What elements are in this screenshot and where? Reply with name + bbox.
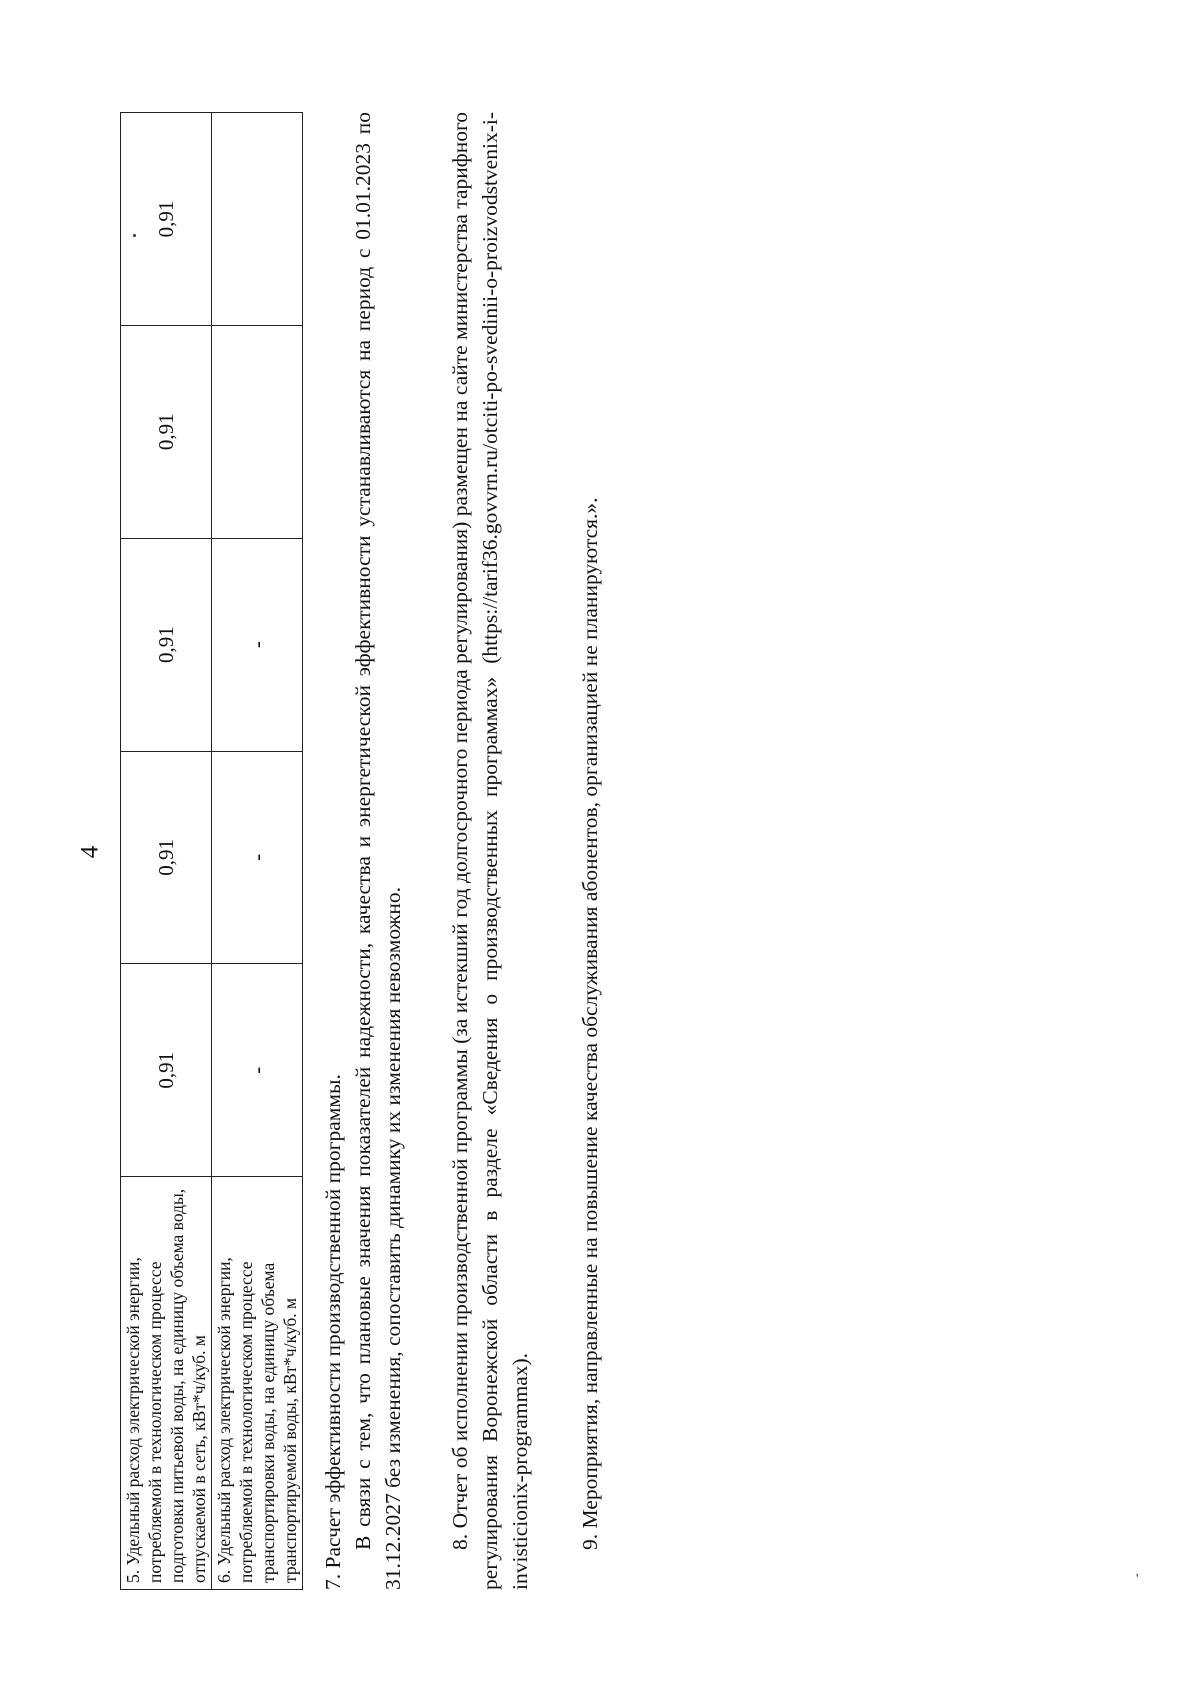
indicator-value: - bbox=[212, 751, 303, 964]
rotated-content bbox=[120, 110, 680, 1590]
section-7 bbox=[318, 112, 408, 1590]
indicator-label: 6. Удельный расход электрической энергии, потребляемой в технологическом процессе транспортировки воды, на единицу объема транспортируемой воды, кВт*ч/куб. м bbox=[212, 1177, 303, 1590]
section-8-body: 8. Отчет об исполнении производственной программы (за истекший год долгосрочного периода регулирования) размещен на сайте министерства тарифного регулирования Воронежской области в разделе «Сведения о производственных программах» (https://tarif36.govvrn.ru/otciti-po-svedinii-o-proizvodstvenix-i-invisticionix-programmax). bbox=[448, 112, 532, 1590]
indicator-value: 0,91 bbox=[121, 964, 212, 1177]
table-row bbox=[212, 113, 303, 1590]
indicator-value: 0,91 bbox=[121, 325, 212, 538]
table-row bbox=[121, 113, 212, 1590]
indicator-value bbox=[212, 113, 303, 326]
indicator-value: - bbox=[212, 538, 303, 751]
indicator-value: 0,91 bbox=[121, 751, 212, 964]
page-number: 4 bbox=[76, 845, 104, 859]
indicator-value: 0,91 bbox=[121, 538, 212, 751]
section-8 bbox=[445, 112, 535, 1590]
indicators-table bbox=[120, 112, 303, 1590]
indicator-label: 5. Удельный расход электрической энергии, потребляемой в технологическом процессе подготовки питьевой воды, на единицу объема воды, отпускаемой в сеть, кВт*ч/куб. м bbox=[121, 1177, 212, 1590]
section-9 bbox=[575, 112, 605, 1590]
indicator-value bbox=[212, 325, 303, 538]
section-7-title: 7. Расчет эффективности производственной программы. bbox=[321, 1074, 345, 1590]
scan-speck bbox=[133, 234, 136, 237]
section-9-body: 9. Мероприятия, направленные на повышение качества обслуживания абонентов, организацией не планируются.». bbox=[578, 497, 602, 1550]
indicator-value: - bbox=[212, 964, 303, 1177]
scan-mark: ' bbox=[1136, 1572, 1139, 1587]
section-7-body: В связи с тем, что плановые значения показателей надежности, качества и энергетической эффективности устанавливаются на период с 01.01.2023 по 31.12.2027 без изменения, сопоставить динамику их изменения невозможно. bbox=[351, 112, 405, 1590]
indicator-value: 0,91 bbox=[121, 113, 212, 326]
